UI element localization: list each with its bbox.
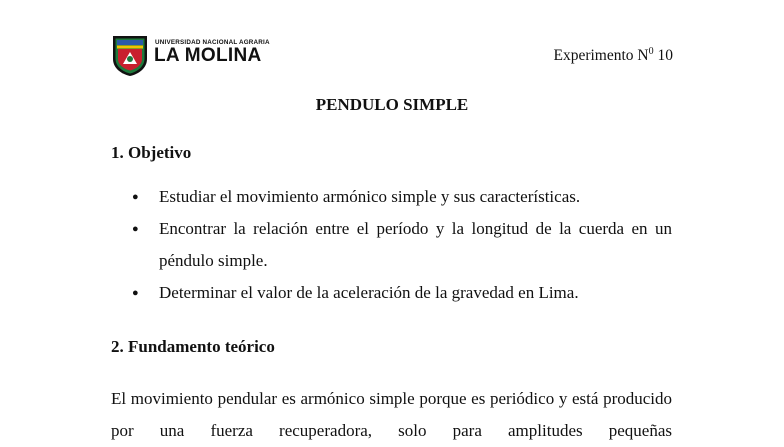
list-item-text: Determinar el valor de la aceleración de la gravedad en Lima. <box>159 283 579 302</box>
list-item-text: Encontrar la relación entre el período y la longitud de la cuerda en un péndulo simple. <box>159 219 672 270</box>
section-paragraph: El movimiento pendular es armónico simple porque es periódico y está producido por una fuerza recuperadora, solo para amplitudes pequeñas <box>111 389 672 440</box>
bullet-icon: ● <box>132 223 139 235</box>
list-item <box>132 181 672 213</box>
list-item <box>132 213 672 277</box>
section-heading-fundamento: 2. Fundamento teórico <box>111 337 275 356</box>
experiment-value: 10 <box>653 47 673 64</box>
university-shield-icon <box>111 35 149 77</box>
university-logo <box>111 35 270 77</box>
bullet-icon: ● <box>132 287 139 299</box>
university-line: UNIVERSIDAD NACIONAL AGRARIA <box>155 39 270 46</box>
section-heading-objetivo: 1. Objetivo <box>111 143 192 162</box>
experiment-prefix: Experimento N <box>553 47 649 64</box>
experiment-superscript: 0 <box>648 46 654 57</box>
university-name: LA MOLINA <box>154 45 262 66</box>
document-title: PENDULO SIMPLE <box>315 95 469 114</box>
list-item <box>132 277 672 309</box>
list-item-text: Estudiar el movimiento armónico simple y sus características. <box>159 187 581 206</box>
objectives-list <box>132 181 672 309</box>
bullet-icon: ● <box>132 191 139 203</box>
experiment-number <box>553 46 673 65</box>
